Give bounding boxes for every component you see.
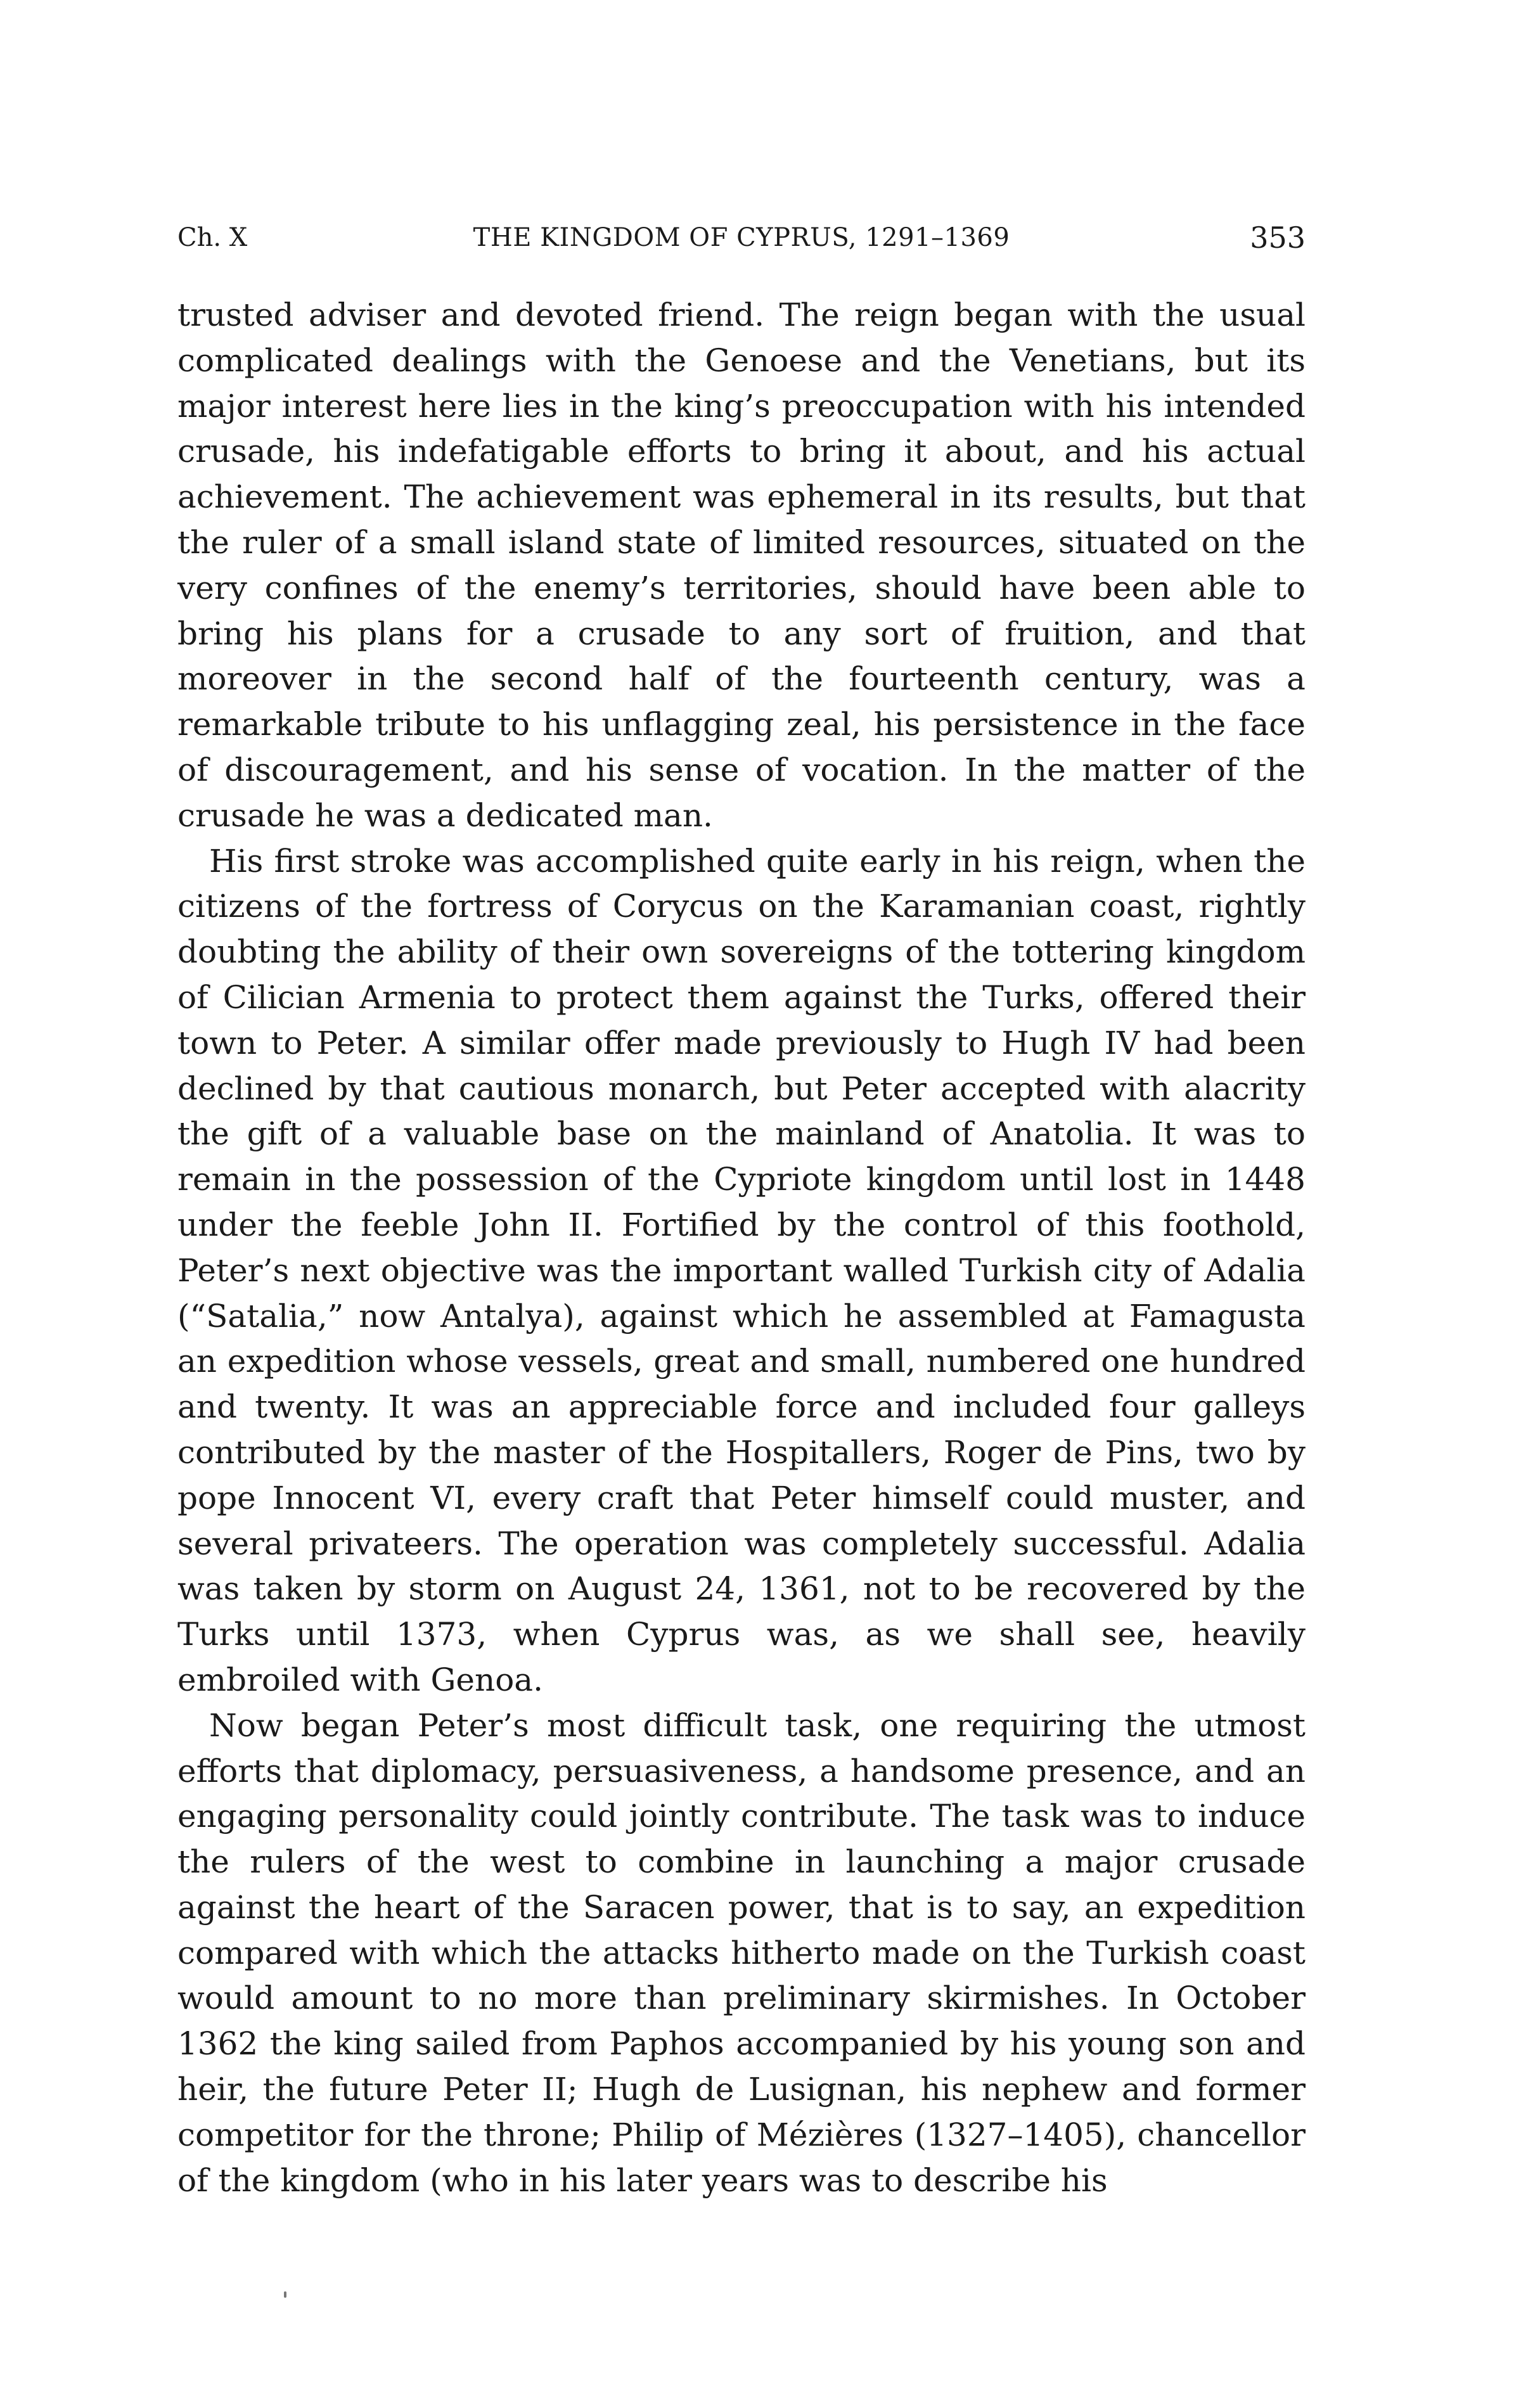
paragraph-1: trusted adviser and devoted friend. The reign began with the usual complicated dealings with the Genoese and the Venetians, but its major interest here lies in the king’s preoccupation with his intended crusade, his indefatigable efforts to bring it about, and his actual achievement. The achievement was ephemeral in its results, but that the ruler of a small island state of limited resources, situated on the very confines of the enemy’s territories, should have been able to bring his plans for a crusade to any sort of fruition, and that moreover in the second half of the fourteenth century, was a remarkable tribute to his unflagging zeal, his persistence in the face of discouragement, and his sense of vocation. In the matter of the crusade he was a dedicated man.	[177, 297, 1306, 834]
paragraph-2: His first stroke was accomplished quite early in his reign, when the citizens of the fortress of Corycus on the Karamanian coast, rightly doubting the ability of their own sovereigns of the tottering kingdom of Cilician Armenia to protect them against the Turks, offered their town to Peter. A similar offer made previously to Hugh IV had been declined by that cautious monarch, but Peter accepted with alacrity the gift of a valuable base on the mainland of Anatolia. It was to remain in the possession of the Cypriote kingdom until lost in 1448 under the feeble John II. Fortified by the control of this foothold, Peter’s next objective was the important walled Turkish city of Adalia (“Satalia,” now Antalya), against which he assembled at Famagusta an expedition whose vessels, great and small, numbered one hundred and twenty. It was an appreciable force and included four galleys contributed by the master of the Hospitallers, Roger de Pins, two by pope Innocent VI, every craft that Peter himself could muster, and several privateers. The operation was completely successful. Adalia was taken by storm on August 24, 1361, not to be recovered by the Turks until 1373, when Cyprus was, as we shall see, heavily embroiled with Genoa.	[177, 842, 1306, 1698]
running-title: THE KINGDOM OF CYPRUS, 1291–1369	[473, 223, 1010, 252]
scan-speck	[284, 2291, 286, 2298]
paragraph-3: Now began Peter’s most difficult task, one requiring the utmost efforts that diplomacy, persuasiveness, a handsome presence, and an engaging personality could jointly contribute. The task was to induce the rulers of the west to combine in launching a major crusade against the heart of the Saracen power, that is to say, an expedition compared with which the attacks hitherto made on the Turkish coast would amount to no more than preliminary skirmishes. In October 1362 the king sailed from Paphos accompanied by his young son and heir, the future Peter II; Hugh de Lusignan, his nephew and former competitor for the throne; Philip of Mézières (1327–1405), chancellor of the kingdom (who in his later years was to describe his	[177, 1707, 1306, 2199]
chapter-label: Ch. X	[177, 223, 248, 252]
body-text	[177, 293, 1306, 2203]
page-number: 353	[1250, 221, 1306, 255]
running-head	[177, 215, 1306, 260]
